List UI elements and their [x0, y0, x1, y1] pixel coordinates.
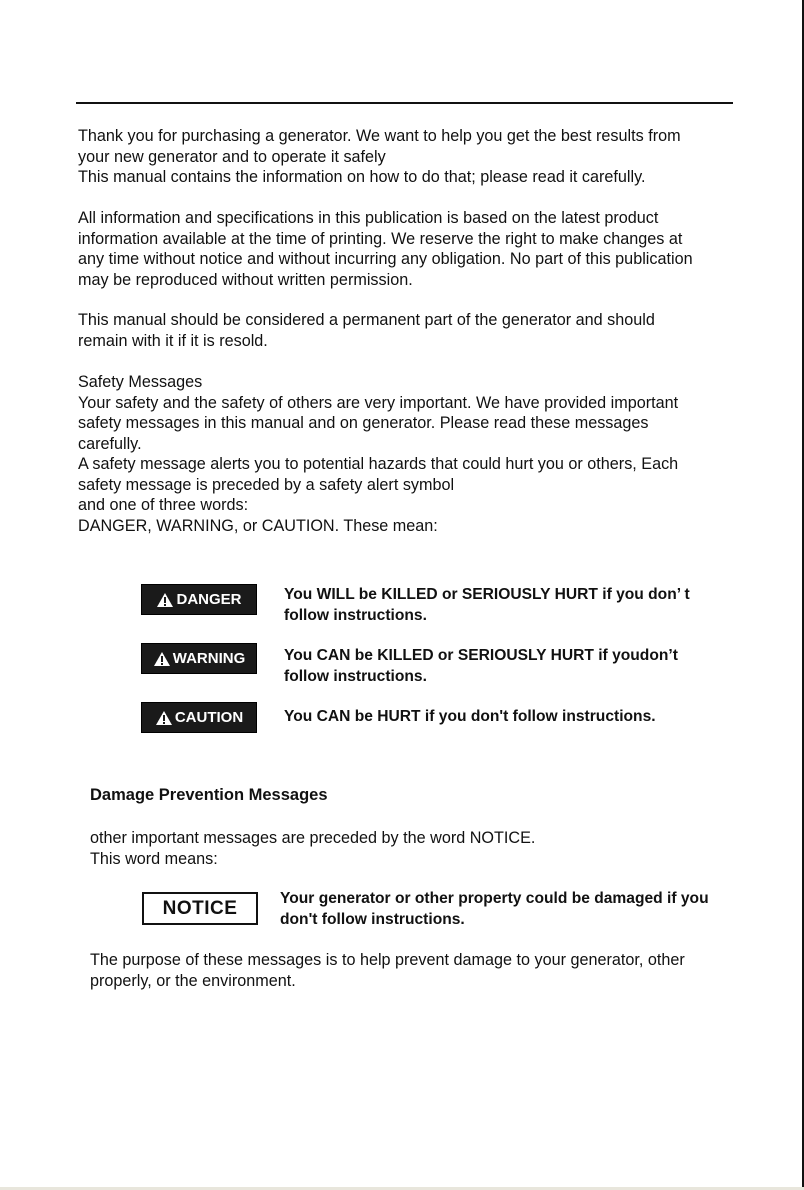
warning-line: follow instructions. [284, 667, 427, 685]
permanent-line: remain with it if it is resold. [78, 331, 268, 350]
info-line: may be reproduced without written permission. [78, 270, 413, 289]
safety-alert-icon [155, 710, 173, 726]
safety-line: A safety message alerts you to potential hazards that could hurt you or others, Each [78, 455, 679, 473]
purpose-paragraph [90, 950, 790, 991]
permanent-line: This manual should be considered a permanent part of the generator and should [78, 311, 655, 329]
damage-heading: Damage Prevention Messages [90, 786, 328, 804]
safety-line: safety messages in this manual and on generator. Please read these messages [78, 414, 649, 432]
purpose-line: The purpose of these messages is to help prevent damage to your generator, other [90, 951, 685, 969]
danger-message [284, 585, 690, 626]
permanent-paragraph [78, 310, 778, 351]
danger-sign [141, 584, 257, 615]
intro-paragraph [78, 126, 778, 188]
intro-line: your new generator and to operate it safely [78, 147, 386, 166]
safety-alert-icon [153, 651, 171, 667]
safety-line: DANGER, WARNING, or CAUTION. These mean: [78, 516, 438, 535]
damage-line: other important messages are preceded by the word NOTICE. [90, 829, 536, 847]
danger-label: DANGER [176, 591, 242, 608]
caution-label: CAUTION [174, 709, 244, 726]
warning-line: You CAN be KILLED or SERIOUSLY HURT if youdon’t [284, 647, 678, 664]
info-paragraph [78, 208, 778, 290]
intro-line: This manual contains the information on how to do that; please read it carefully. [78, 168, 646, 186]
safety-line: Your safety and the safety of others are very important. We have provided important [78, 393, 679, 412]
notice-message [280, 889, 709, 930]
danger-line: You WILL be KILLED or SERIOUSLY HURT if you don’ t [284, 586, 690, 603]
info-line: information available at the time of printing. We reserve the right to make changes at [78, 229, 683, 248]
caution-message [284, 707, 656, 728]
warning-sign [141, 643, 257, 674]
info-line: any time without notice and without incurring any obligation. No part of this publication [78, 250, 693, 268]
header-rule [76, 102, 733, 104]
safety-heading: Safety Messages [78, 373, 203, 391]
safety-alert-icon [156, 592, 174, 608]
safety-line: safety message is preceded by a safety alert symbol [78, 475, 455, 494]
damage-line: This word means: [90, 849, 218, 868]
safety-line: carefully. [78, 434, 142, 453]
warning-label: WARNING [172, 650, 246, 667]
info-line: All information and specifications in this publication is based on the latest product [78, 209, 659, 227]
safety-paragraph [78, 372, 778, 536]
caution-line: You CAN be HURT if you don't follow instructions. [284, 708, 656, 725]
caution-sign [141, 702, 257, 733]
purpose-line: properly, or the environment. [90, 971, 296, 990]
safety-line: and one of three words: [78, 496, 249, 514]
notice-line: Your generator or other property could be damaged if you [280, 890, 709, 907]
intro-line: Thank you for purchasing a generator. We want to help you get the best results from [78, 127, 681, 145]
notice-sign: NOTICE [142, 892, 258, 925]
danger-line: follow instructions. [284, 606, 427, 624]
notice-line: don't follow instructions. [280, 910, 465, 928]
warning-message [284, 646, 678, 687]
damage-paragraph [90, 828, 790, 869]
